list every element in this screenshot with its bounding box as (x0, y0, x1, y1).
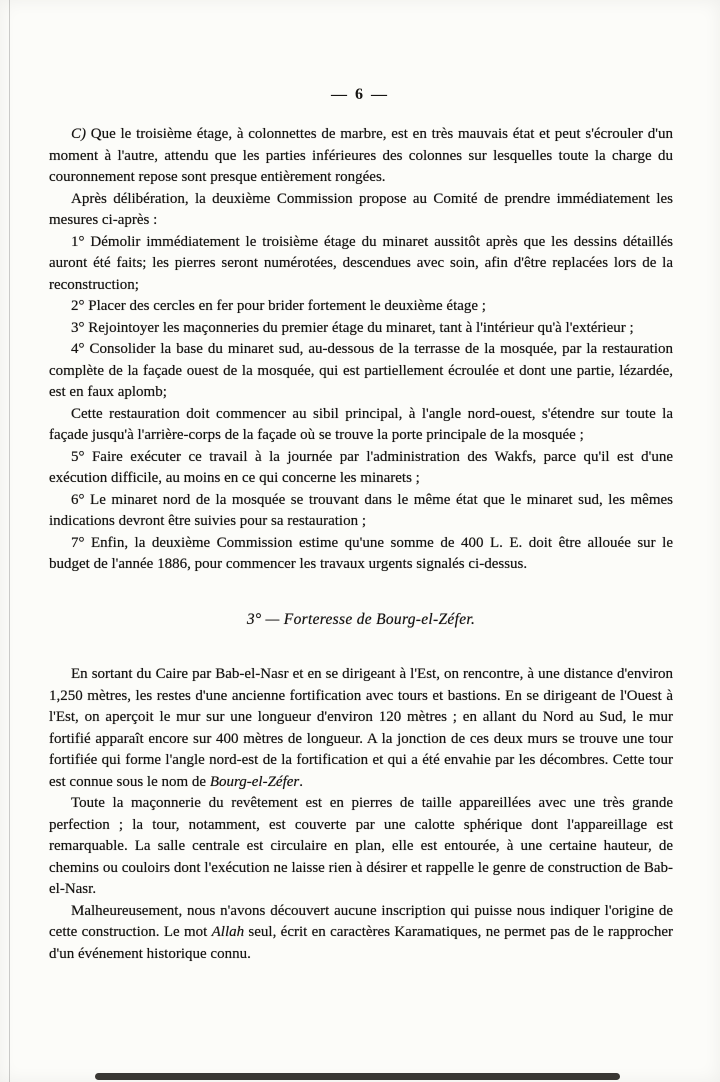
measure-5: 5° Faire exécuter ce travail à la journée par l'administration des Wakfs, parce qu'il est d'une exécution difficile, au moins en ce qui concerne les minarets ; (49, 448, 673, 486)
paragraph-c-text: Que le troisième étage, à colonnettes de marbre, est en très mauvais état et peut s'écrouler d'un moment à l'autre, attendu que les parties inférieures des colonnes sur lesquelles toute la charge du couronnement repose sont presque entièrement rongées. (49, 126, 673, 185)
page-number: — 6 — (331, 86, 389, 103)
fortress-paragraph-1 (49, 664, 673, 793)
measure-3: 3° Rejointoyer les maçonneries du premier étage du minaret, tant à l'intérieur qu'à l'extérieur ; (71, 319, 634, 336)
scan-edge-bottom-artifact (95, 1073, 620, 1080)
paragraph-c (49, 124, 673, 189)
text-block (49, 124, 673, 965)
fortress-paragraph-3 (49, 901, 673, 966)
fortress-p1-text-a: En sortant du Caire par Bab-el-Nasr et en se dirigeant à l'Est, on rencontre, à une distance d'environ 1,250 mètres, les restes d'une ancienne fortification avec tours et bastions. En se dirigeant de l'Ouest à l'Est, on aperçoit le mur sur une longueur d'environ 120 mètres ; en allant du Nord au Sud, le mur fortifié apparaît encore sur 400 mètres de longueur. A la jonction de ces deux murs se trouve une tour fortifiée qui forme l'angle nord-est de la fortification et qui a été envahie par les décombres. Cette tour est connue sous le nom de (49, 666, 673, 790)
measure-7: 7° Enfin, la deuxième Commission estime qu'une somme de 400 L. E. doit être allouée sur le budget de l'année 1886, pour commencer les travaux urgents signalés ci-dessus. (49, 534, 673, 572)
measure-2: 2° Placer des cercles en fer pour brider fortement le deuxième étage ; (71, 298, 486, 314)
scan-edge-left-artifact (9, 0, 10, 1082)
fortress-p3-text-b: seul, écrit en caractères Karamatiques, ne permet pas de le rapprocher d'un événement historique connu. (49, 924, 673, 962)
paragraph-deliberation: Après délibération, la deuxième Commission propose au Comité de prendre immédiatement les mesures ci-après : (49, 190, 673, 228)
measure-4: 4° Consolider la base du minaret sud, au-dessous de la terrasse de la mosquée, par la restauration complète de la façade ouest de la mosquée, qui est partiellement écroulée et dont une partie, lézardée, est en faux aplomb; (49, 341, 673, 400)
fortress-paragraph-2: Toute la maçonnerie du revêtement est en pierres de taille appareillées avec une très grande perfection ; la tour, notamment, est couverte par une calotte sphérique dont l'appareillage est remarquable. La salle centrale est circulaire en plan, elle est entourée, à une certaine hauteur, de chemins ou couloirs dont l'exécution ne laisse rien à désirer et rappelle le genre de construction de Bab-el-Nasr. (49, 795, 673, 897)
fortress-p1-text-b: . (299, 773, 303, 790)
fortress-p3-word-allah: Allah (211, 924, 245, 940)
section-heading: 3° — Forteresse de Bourg-el-Zéfer. (246, 610, 476, 628)
paragraph-c-lead: C) (71, 126, 86, 142)
fortress-p1-name: Bourg-el-Zéfer (209, 773, 300, 790)
measure-4-note: Cette restauration doit commencer au sibil principal, à l'angle nord-ouest, s'étendre sur toute la façade jusqu'à l'arrière-corps de la façade où se trouve la porte principale de la mosquée ; (49, 405, 673, 443)
fortress-p3-text-a: Malheureusement, nous n'avons découvert aucune inscription qui puisse nous indiquer l'origine de cette construction. Le mot (49, 902, 673, 940)
measure-1: 1° Démolir immédiatement le troisième étage du minaret aussitôt après que les dessins détaillés auront été faits; les pierres seront numérotées, descendues avec soin, afin d'être replacées lors de la reconstruction; (49, 233, 673, 293)
measure-6: 6° Le minaret nord de la mosquée se trouvant dans le même état que le minaret sud, les mêmes indications devront être suivies pour sa restauration ; (49, 491, 673, 529)
